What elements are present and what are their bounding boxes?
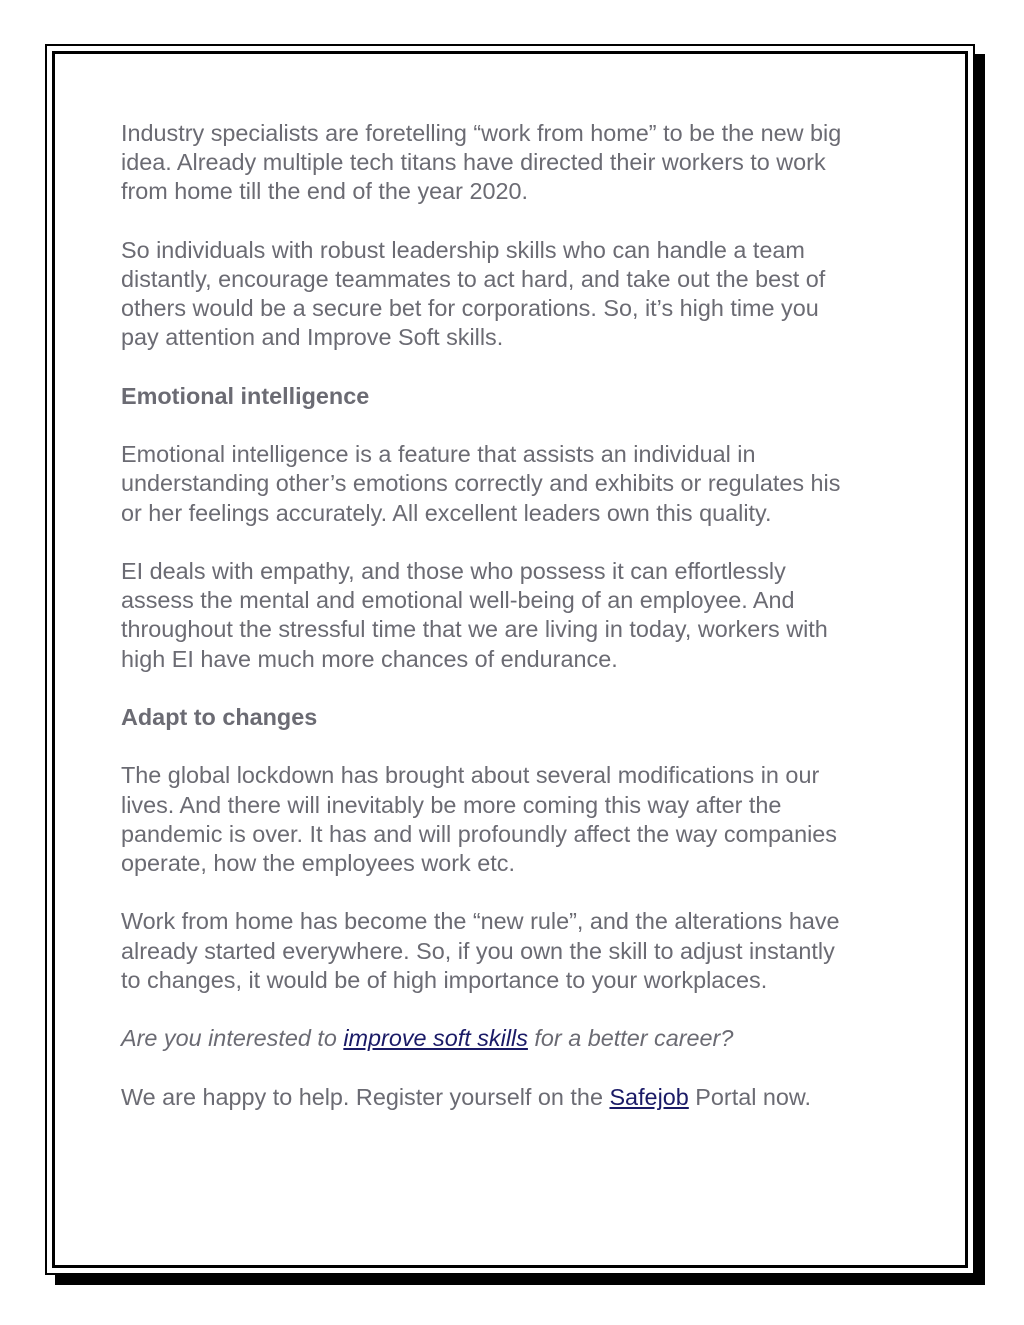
text-line: high EI have much more chances of endurance. bbox=[121, 645, 618, 672]
text-line: or her feelings accurately. All excellent leaders own this quality. bbox=[121, 499, 772, 526]
text-line: to changes, it would be of high importance to your workplaces. bbox=[121, 966, 768, 993]
paragraph-closing bbox=[121, 1083, 921, 1112]
paragraph-lockdown bbox=[121, 761, 921, 878]
text-line: Emotional intelligence is a feature that assists an individual in bbox=[121, 441, 756, 468]
text-line: Work from home has become the “new rule”, and the alterations have bbox=[121, 908, 840, 935]
text-line: Industry specialists are foretelling “work from home” to be the new big bbox=[121, 120, 842, 146]
text-line: operate, how the employees work etc. bbox=[121, 849, 515, 876]
closing-text-before: We are happy to help. Register yourself on the bbox=[121, 1083, 610, 1110]
document-body bbox=[121, 119, 921, 1141]
safejob-link[interactable]: Safejob bbox=[609, 1083, 689, 1110]
text-line: distantly, encourage teammates to act hard, and take out the best of bbox=[121, 266, 826, 292]
improve-soft-skills-link[interactable]: improve soft skills bbox=[343, 1025, 528, 1052]
text-line: idea. Already multiple tech titans have directed their workers to work bbox=[121, 149, 826, 176]
text-line: pandemic is over. It has and will profoundly affect the way companies bbox=[121, 820, 837, 847]
paragraph-question bbox=[121, 1024, 921, 1053]
text-line: assess the mental and emotional well-being of an employee. And bbox=[121, 587, 795, 614]
text-line: EI deals with empathy, and those who possess it can effortlessly bbox=[121, 557, 786, 584]
text-line: The global lockdown has brought about several modifications in our bbox=[121, 762, 820, 789]
text-line: from home till the end of the year 2020. bbox=[121, 178, 528, 205]
text-line: lives. And there will inevitably be more coming this way after the bbox=[121, 791, 782, 818]
text-line: throughout the stressful time that we are living in today, workers with bbox=[121, 616, 828, 643]
heading-adapt-to-changes: Adapt to changes bbox=[121, 703, 318, 730]
text-line: understanding other’s emotions correctly and exhibits or regulates his bbox=[121, 470, 841, 497]
text-line: others would be a secure bet for corporations. So, it’s high time you bbox=[121, 295, 819, 322]
text-line: pay attention and Improve Soft skills. bbox=[121, 324, 504, 351]
question-text-before: Are you interested to bbox=[121, 1025, 344, 1052]
text-line: already started everywhere. So, if you own the skill to adjust instantly bbox=[121, 937, 835, 964]
paragraph-ei-empathy bbox=[121, 557, 921, 674]
paragraph-ei-definition bbox=[121, 440, 921, 528]
closing-text-after: Portal now. bbox=[688, 1083, 812, 1110]
paragraph-intro bbox=[121, 119, 921, 207]
question-text-after: for a better career? bbox=[527, 1025, 734, 1052]
heading-emotional-intelligence: Emotional intelligence bbox=[121, 382, 370, 409]
paragraph-work-from-home bbox=[121, 907, 921, 995]
paragraph-leadership bbox=[121, 236, 921, 353]
text-line: So individuals with robust leadership skills who can handle a team bbox=[121, 236, 805, 263]
